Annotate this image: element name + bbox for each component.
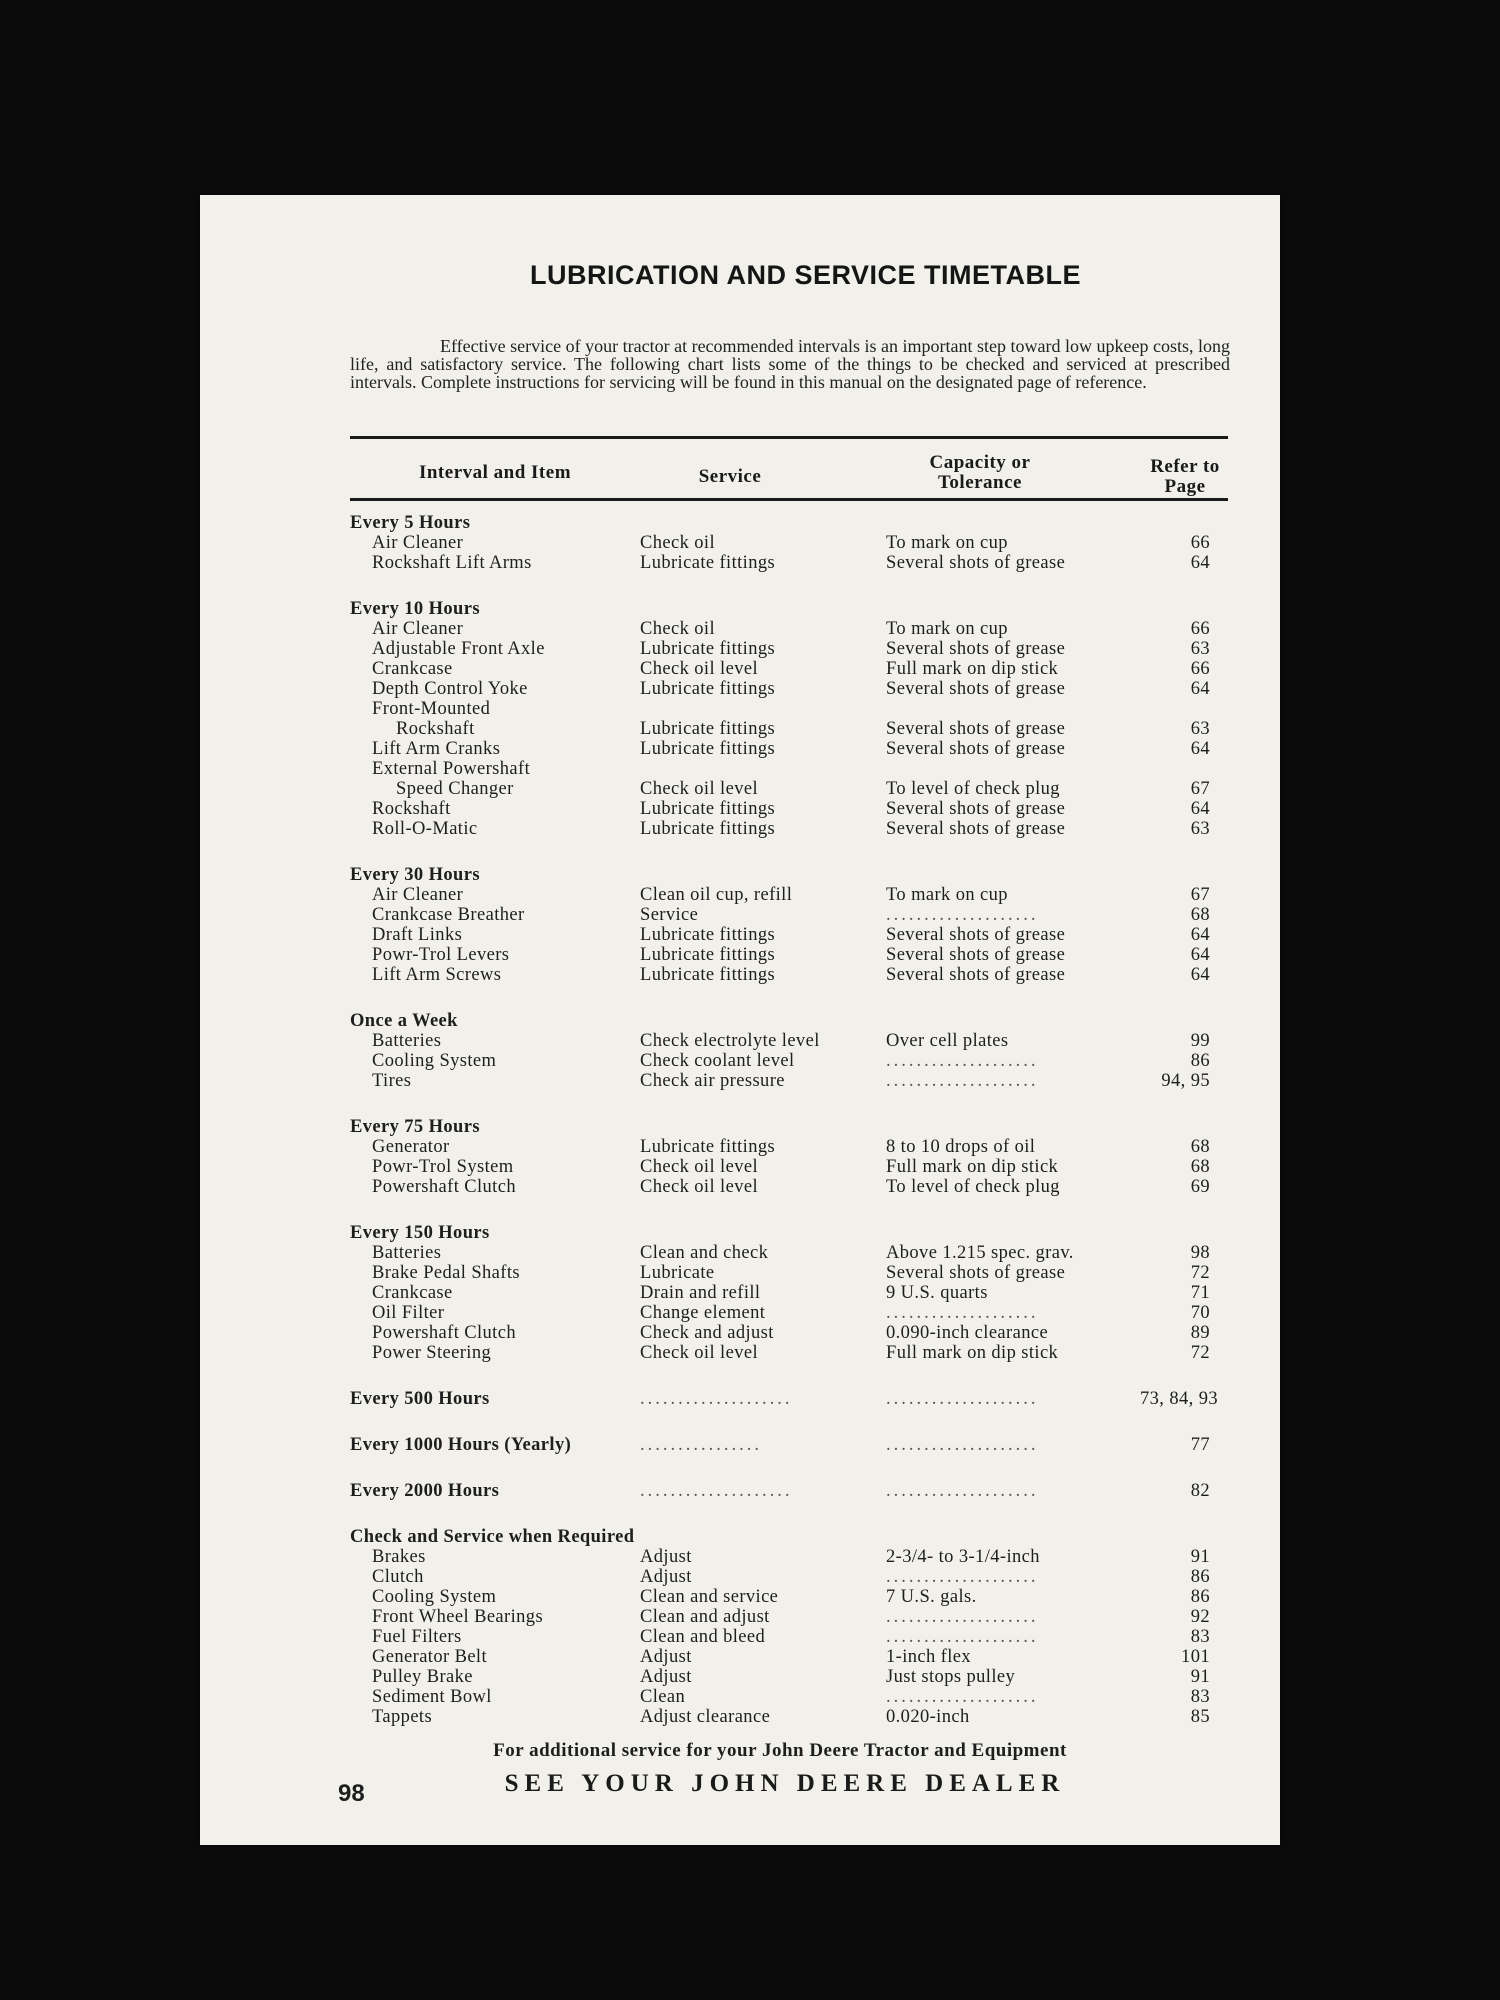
table-row — [350, 1647, 1230, 1667]
tolerance-cell: Several shots of grease — [886, 719, 1066, 739]
tolerance-cell: .................... — [886, 1389, 1039, 1409]
table-row — [350, 1157, 1230, 1177]
item-cell: Lift Arm Screws — [372, 965, 502, 985]
interval-heading — [350, 599, 1230, 619]
table-row — [350, 1177, 1230, 1197]
interval-heading — [350, 1117, 1230, 1137]
table-row — [350, 679, 1230, 699]
page-ref-cell: 66 — [1190, 659, 1210, 679]
page-ref-cell: 68 — [1190, 905, 1210, 925]
table-row — [350, 1547, 1230, 1567]
header-item: Interval and Item — [418, 462, 572, 483]
table-row — [350, 1323, 1230, 1343]
interval-title: Every 5 Hours — [350, 513, 471, 533]
table-row — [350, 779, 1230, 799]
item-cell: Generator — [372, 1137, 450, 1157]
tolerance-cell: Several shots of grease — [886, 925, 1066, 945]
page-ref-cell: 63 — [1190, 719, 1210, 739]
item-cell: Rockshaft — [372, 799, 451, 819]
page-ref-cell: 64 — [1190, 739, 1210, 759]
service-cell: Lubricate fittings — [640, 945, 776, 965]
page-ref-cell: 64 — [1190, 965, 1210, 985]
interval-title: Every 1000 Hours (Yearly) — [350, 1435, 572, 1455]
page-ref-cell: 77 — [1190, 1435, 1210, 1455]
item-cell: Brake Pedal Shafts — [372, 1263, 520, 1283]
table-row — [350, 945, 1230, 965]
page-ref-cell: 68 — [1190, 1157, 1210, 1177]
table-row — [350, 1707, 1230, 1727]
table-row — [350, 639, 1230, 659]
tolerance-cell: .................... — [886, 1481, 1039, 1501]
page-ref-cell: 64 — [1190, 553, 1210, 573]
tolerance-cell: To mark on cup — [886, 619, 1008, 639]
page-ref-cell: 94, 95 — [1161, 1071, 1210, 1091]
tolerance-cell: 9 U.S. quarts — [886, 1283, 988, 1303]
table-row — [350, 885, 1230, 905]
page-ref-cell: 91 — [1190, 1547, 1210, 1567]
interval-heading — [350, 1527, 1230, 1547]
table-row — [350, 819, 1230, 839]
table-row — [350, 905, 1230, 925]
manual-page — [200, 195, 1280, 1845]
item-cell: Air Cleaner — [372, 533, 464, 553]
item-cell: Crankcase Breather — [372, 905, 525, 925]
item-cell: Roll-O-Matic — [372, 819, 478, 839]
spacer — [350, 1091, 1230, 1117]
table-row — [350, 1343, 1230, 1363]
service-cell: Lubricate — [640, 1263, 715, 1283]
item-cell: Powershaft Clutch — [372, 1177, 516, 1197]
page-ref-cell: 99 — [1190, 1031, 1210, 1051]
service-cell: Check and adjust — [640, 1323, 774, 1343]
service-cell: Service — [640, 905, 699, 925]
page-ref-cell: 86 — [1190, 1567, 1210, 1587]
interval-row — [350, 1435, 1230, 1455]
interval-title: Every 150 Hours — [350, 1223, 490, 1243]
service-cell: Check oil level — [640, 779, 758, 799]
page-ref-cell: 68 — [1190, 1137, 1210, 1157]
service-cell: Check oil level — [640, 1343, 758, 1363]
tolerance-cell: .................... — [886, 905, 1039, 925]
tolerance-cell: Just stops pulley — [886, 1667, 1016, 1687]
page-ref-cell: 64 — [1190, 925, 1210, 945]
service-cell: Check air pressure — [640, 1071, 785, 1091]
service-cell: Clean and check — [640, 1243, 769, 1263]
item-cell: Speed Changer — [396, 779, 514, 799]
page-ref-cell: 92 — [1190, 1607, 1210, 1627]
tolerance-cell: To mark on cup — [886, 885, 1008, 905]
tolerance-cell: Several shots of grease — [886, 965, 1066, 985]
page-ref-cell: 72 — [1190, 1263, 1210, 1283]
table-row — [350, 759, 1230, 779]
page-ref-cell: 63 — [1190, 639, 1210, 659]
item-cell: Clutch — [372, 1567, 424, 1587]
header-capacity-line1: Capacity or — [929, 452, 1031, 473]
page-ref-cell: 64 — [1190, 799, 1210, 819]
table-row — [350, 1587, 1230, 1607]
item-cell: Brakes — [372, 1547, 426, 1567]
table-row — [350, 1687, 1230, 1707]
item-cell: Pulley Brake — [372, 1667, 473, 1687]
page-ref-cell: 85 — [1190, 1707, 1210, 1727]
page-ref-cell: 83 — [1190, 1627, 1210, 1647]
item-cell: Fuel Filters — [372, 1627, 462, 1647]
service-cell: Lubricate fittings — [640, 1137, 776, 1157]
tolerance-cell: 2-3/4- to 3-1/4-inch — [886, 1547, 1040, 1567]
interval-title: Every 500 Hours — [350, 1389, 490, 1409]
tolerance-cell: Several shots of grease — [886, 945, 1066, 965]
service-cell: Lubricate fittings — [640, 799, 776, 819]
intro-paragraph — [350, 337, 1230, 391]
interval-row — [350, 1481, 1230, 1501]
tolerance-cell: Several shots of grease — [886, 739, 1066, 759]
spacer — [350, 1363, 1230, 1389]
page-ref-cell: 72 — [1190, 1343, 1210, 1363]
item-cell: Rockshaft — [396, 719, 475, 739]
table-row — [350, 619, 1230, 639]
item-cell: Powershaft Clutch — [372, 1323, 516, 1343]
page-ref-cell: 70 — [1190, 1303, 1210, 1323]
page-ref-cell: 83 — [1190, 1687, 1210, 1707]
service-cell: Lubricate fittings — [640, 719, 776, 739]
spacer — [350, 1409, 1230, 1435]
header-page-line2: Page — [1164, 476, 1206, 497]
tolerance-cell: Over cell plates — [886, 1031, 1009, 1051]
service-cell: Lubricate fittings — [640, 965, 776, 985]
page-ref-cell: 91 — [1190, 1667, 1210, 1687]
item-cell: Crankcase — [372, 1283, 453, 1303]
interval-title: Every 2000 Hours — [350, 1481, 500, 1501]
service-cell: Check oil level — [640, 1177, 758, 1197]
table-row — [350, 1607, 1230, 1627]
header-page — [1135, 457, 1235, 497]
interval-title: Once a Week — [350, 1011, 458, 1031]
service-cell: Adjust — [640, 1667, 692, 1687]
service-cell: Check oil level — [640, 1157, 758, 1177]
table-row — [350, 1243, 1230, 1263]
page-ref-cell: 98 — [1190, 1243, 1210, 1263]
service-cell: Check oil — [640, 619, 716, 639]
item-cell: Tappets — [372, 1707, 433, 1727]
service-cell: ................ — [640, 1435, 762, 1455]
service-cell: Clean oil cup, refill — [640, 885, 793, 905]
service-cell: Lubricate fittings — [640, 553, 776, 573]
page-ref-cell: 67 — [1190, 885, 1210, 905]
header-page-line1: Refer to — [1150, 456, 1220, 477]
item-cell: Power Steering — [372, 1343, 492, 1363]
table-row — [350, 1051, 1230, 1071]
item-cell: Front-Mounted — [372, 699, 491, 719]
table-row — [350, 1071, 1230, 1091]
spacer — [350, 985, 1230, 1011]
tolerance-cell: .................... — [886, 1607, 1039, 1627]
tolerance-cell: 0.090-inch clearance — [886, 1323, 1049, 1343]
tolerance-cell: Several shots of grease — [886, 799, 1066, 819]
tolerance-cell: Several shots of grease — [886, 679, 1066, 699]
tolerance-cell: .................... — [886, 1303, 1039, 1323]
table-row — [350, 533, 1230, 553]
service-cell: Lubricate fittings — [640, 819, 776, 839]
item-cell: Cooling System — [372, 1587, 497, 1607]
item-cell: Adjustable Front Axle — [372, 639, 545, 659]
footer-line-1: For additional service for your John Deere Tractor and Equipment — [493, 1740, 1067, 1761]
service-cell: .................... — [640, 1389, 793, 1409]
tolerance-cell: 8 to 10 drops of oil — [886, 1137, 1036, 1157]
tolerance-cell: 7 U.S. gals. — [886, 1587, 977, 1607]
item-cell: Draft Links — [372, 925, 463, 945]
tolerance-cell: .................... — [886, 1071, 1039, 1091]
table-row — [350, 1283, 1230, 1303]
page-ref-cell: 67 — [1190, 779, 1210, 799]
tolerance-cell: Several shots of grease — [886, 553, 1066, 573]
item-cell: Batteries — [372, 1243, 442, 1263]
page-ref-cell: 89 — [1190, 1323, 1210, 1343]
service-cell: Clean — [640, 1687, 686, 1707]
footer-dealer-line: SEE YOUR JOHN DEERE DEALER — [504, 1770, 1066, 1797]
service-cell: Adjust clearance — [640, 1707, 771, 1727]
table-row — [350, 699, 1230, 719]
interval-title: Check and Service when Required — [350, 1527, 635, 1547]
page-ref-cell: 101 — [1181, 1647, 1210, 1667]
interval-heading — [350, 1011, 1230, 1031]
header-capacity-line2: Tolerance — [937, 472, 1022, 493]
page-number: 98 — [338, 1780, 365, 1807]
tolerance-cell: 0.020-inch — [886, 1707, 970, 1727]
page-ref-cell: 63 — [1190, 819, 1210, 839]
service-cell: Check coolant level — [640, 1051, 795, 1071]
item-cell: External Powershaft — [372, 759, 531, 779]
spacer — [350, 1501, 1230, 1527]
page-ref-cell: 86 — [1190, 1051, 1210, 1071]
tolerance-cell: To mark on cup — [886, 533, 1008, 553]
item-cell: Batteries — [372, 1031, 442, 1051]
item-cell: Powr-Trol System — [372, 1157, 514, 1177]
interval-title: Every 10 Hours — [350, 599, 480, 619]
service-cell: Check oil — [640, 533, 716, 553]
tolerance-cell: Full mark on dip stick — [886, 659, 1059, 679]
tolerance-cell: .................... — [886, 1567, 1039, 1587]
table-row — [350, 965, 1230, 985]
item-cell: Rockshaft Lift Arms — [372, 553, 532, 573]
table-row — [350, 1137, 1230, 1157]
item-cell: Depth Control Yoke — [372, 679, 528, 699]
item-cell: Cooling System — [372, 1051, 497, 1071]
interval-title: Every 75 Hours — [350, 1117, 480, 1137]
service-cell: Lubricate fittings — [640, 739, 776, 759]
service-cell: .................... — [640, 1481, 793, 1501]
tolerance-cell: .................... — [886, 1627, 1039, 1647]
tolerance-cell: .................... — [886, 1687, 1039, 1707]
tolerance-cell: Above 1.215 spec. grav. — [886, 1243, 1074, 1263]
item-cell: Generator Belt — [372, 1647, 488, 1667]
service-cell: Adjust — [640, 1567, 692, 1587]
service-cell: Lubricate fittings — [640, 925, 776, 945]
page-title: LUBRICATION AND SERVICE TIMETABLE — [530, 260, 1082, 290]
service-cell: Clean and bleed — [640, 1627, 766, 1647]
item-cell: Oil Filter — [372, 1303, 445, 1323]
table-row — [350, 1627, 1230, 1647]
tolerance-cell: .................... — [886, 1051, 1039, 1071]
item-cell: Powr-Trol Levers — [372, 945, 510, 965]
tolerance-cell: Full mark on dip stick — [886, 1157, 1059, 1177]
item-cell: Tires — [372, 1071, 412, 1091]
page-ref-cell: 73, 84, 93 — [1140, 1389, 1218, 1409]
service-cell: Change element — [640, 1303, 766, 1323]
header-capacity — [890, 453, 1070, 493]
header-bottom-rule — [350, 498, 1228, 501]
service-table — [350, 513, 1230, 1727]
header-service: Service — [698, 466, 762, 487]
service-cell: Check oil level — [640, 659, 758, 679]
spacer — [350, 573, 1230, 599]
service-cell: Drain and refill — [640, 1283, 761, 1303]
table-row — [350, 1667, 1230, 1687]
interval-heading — [350, 865, 1230, 885]
spacer — [350, 1455, 1230, 1481]
page-ref-cell: 64 — [1190, 679, 1210, 699]
tolerance-cell: To level of check plug — [886, 779, 1060, 799]
service-cell: Adjust — [640, 1547, 692, 1567]
page-ref-cell: 71 — [1190, 1283, 1210, 1303]
page-ref-cell: 66 — [1190, 533, 1210, 553]
table-row — [350, 553, 1230, 573]
table-row — [350, 719, 1230, 739]
tolerance-cell: .................... — [886, 1435, 1039, 1455]
page-ref-cell: 64 — [1190, 945, 1210, 965]
service-cell: Clean and service — [640, 1587, 779, 1607]
table-row — [350, 1263, 1230, 1283]
table-row — [350, 1567, 1230, 1587]
table-row — [350, 799, 1230, 819]
tolerance-cell: Several shots of grease — [886, 639, 1066, 659]
page-ref-cell: 66 — [1190, 619, 1210, 639]
item-cell: Lift Arm Cranks — [372, 739, 501, 759]
tolerance-cell: To level of check plug — [886, 1177, 1060, 1197]
tolerance-cell: Several shots of grease — [886, 1263, 1066, 1283]
item-cell: Crankcase — [372, 659, 453, 679]
table-row — [350, 925, 1230, 945]
page-ref-cell: 86 — [1190, 1587, 1210, 1607]
service-cell: Lubricate fittings — [640, 639, 776, 659]
page-ref-cell: 82 — [1190, 1481, 1210, 1501]
interval-heading — [350, 513, 1230, 533]
interval-row — [350, 1389, 1230, 1409]
table-row — [350, 739, 1230, 759]
table-row — [350, 1031, 1230, 1051]
tolerance-cell: Full mark on dip stick — [886, 1343, 1059, 1363]
item-cell: Air Cleaner — [372, 885, 464, 905]
interval-title: Every 30 Hours — [350, 865, 480, 885]
service-cell: Adjust — [640, 1647, 692, 1667]
table-row — [350, 659, 1230, 679]
tolerance-cell: Several shots of grease — [886, 819, 1066, 839]
table-row — [350, 1303, 1230, 1323]
service-cell: Clean and adjust — [640, 1607, 770, 1627]
interval-heading — [350, 1223, 1230, 1243]
spacer — [350, 839, 1230, 865]
spacer — [350, 1197, 1230, 1223]
header-top-rule — [350, 436, 1228, 439]
page-ref-cell: 69 — [1190, 1177, 1210, 1197]
item-cell: Air Cleaner — [372, 619, 464, 639]
tolerance-cell: 1-inch flex — [886, 1647, 972, 1667]
service-cell: Check electrolyte level — [640, 1031, 820, 1051]
item-cell: Sediment Bowl — [372, 1687, 492, 1707]
item-cell: Front Wheel Bearings — [372, 1607, 544, 1627]
intro-text: Effective service of your tractor at recommended intervals is an important step toward low upkeep costs, long life, and satisfactory service. The following chart lists some of the things to be checked and serviced at prescribed intervals. Complete instructions for servicing will be found in this manual on the designated page of reference. — [350, 336, 1230, 392]
service-cell: Lubricate fittings — [640, 679, 776, 699]
